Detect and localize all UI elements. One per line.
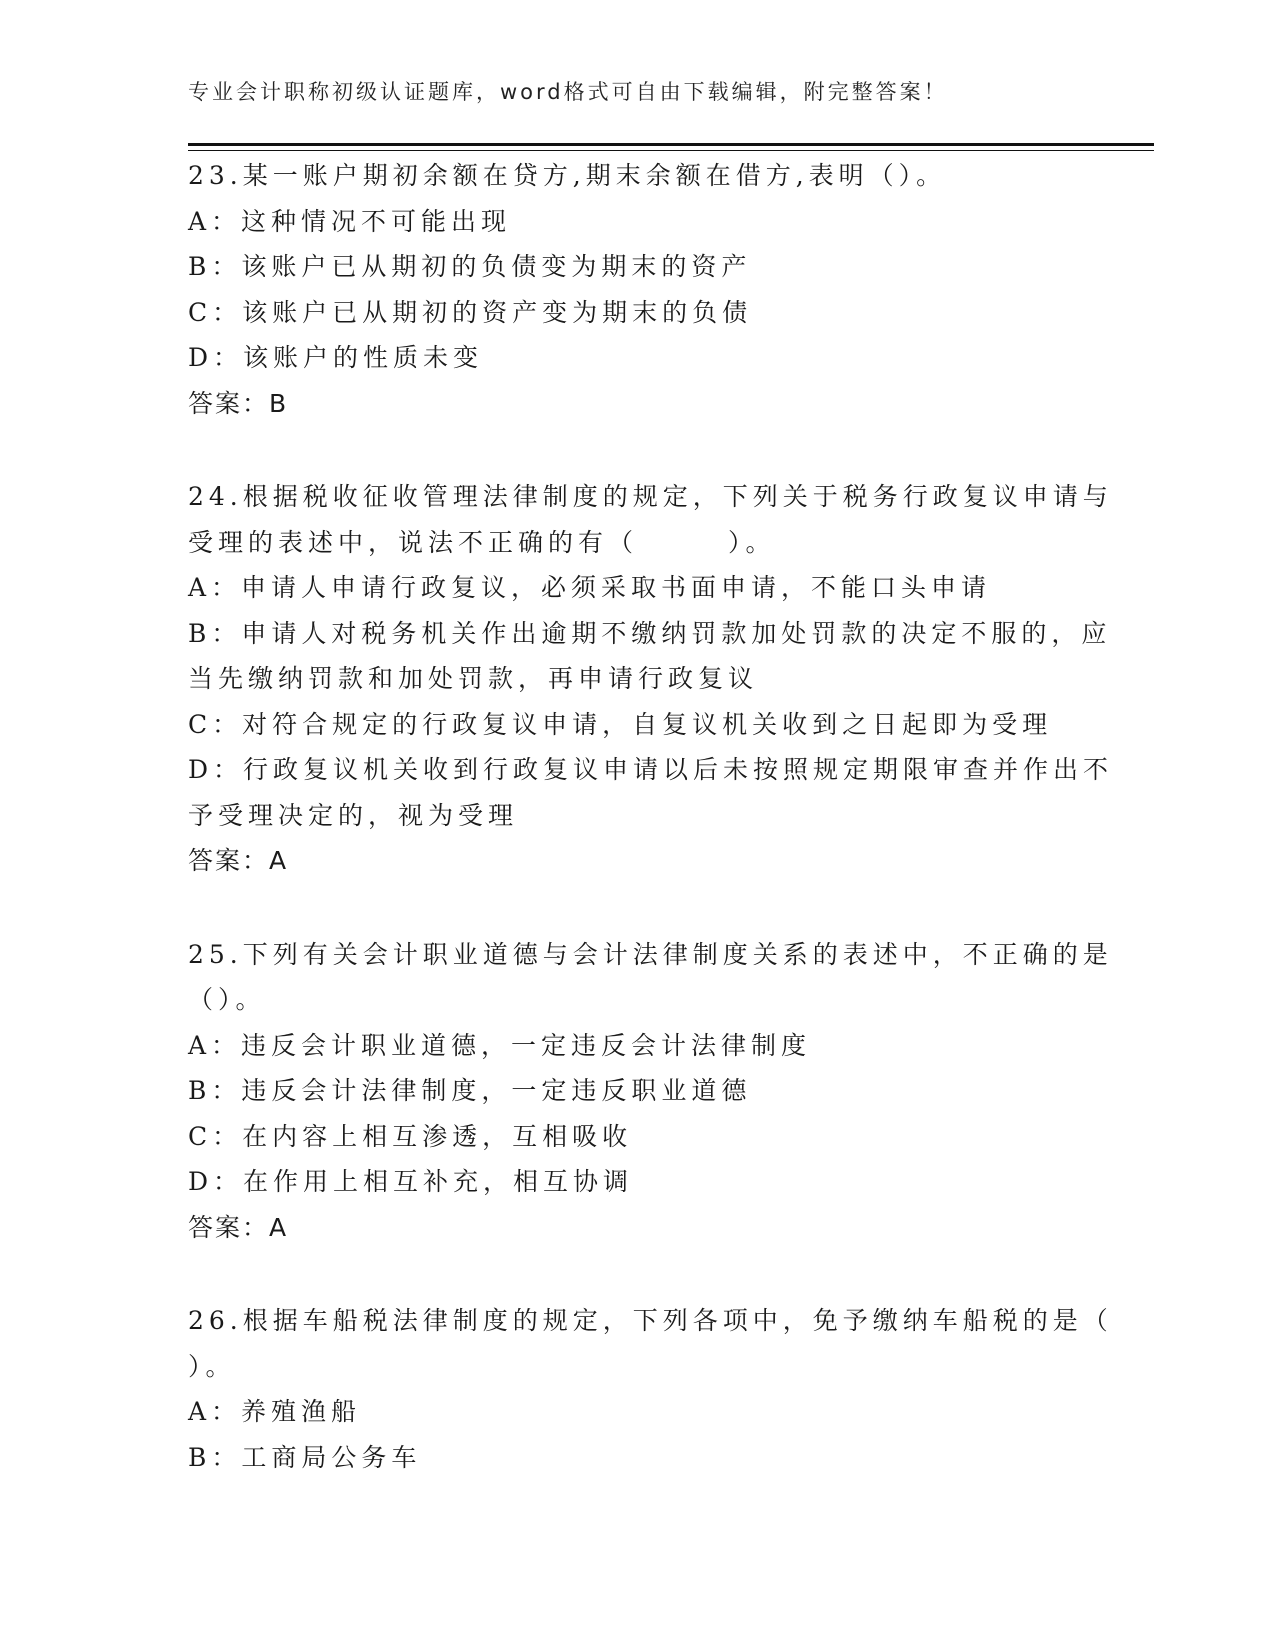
answer-line: 答案：B bbox=[188, 388, 289, 418]
option-c: C：对符合规定的行政复议申请，自复议机关收到之日起即为受理 bbox=[188, 709, 1053, 739]
question-stem-line: 受理的表述中，说法不正确的有（ ）。 bbox=[188, 527, 776, 557]
option-a: A：申请人申请行政复议，必须采取书面申请，不能口头申请 bbox=[188, 573, 992, 602]
option-d: D：该账户的性质未变 bbox=[188, 343, 484, 372]
option-b: B：违反会计法律制度，一定违反职业道德 bbox=[188, 1076, 752, 1105]
answer-line: 答案：A bbox=[188, 1212, 289, 1242]
option-d-continued: 予受理决定的，视为受理 bbox=[188, 800, 519, 830]
option-a: A：养殖渔船 bbox=[188, 1397, 362, 1426]
question-stem-line: 24.根据税收征收管理法律制度的规定，下列关于税务行政复议申请与 bbox=[188, 482, 1113, 511]
question-stem-line: ）。 bbox=[188, 1351, 236, 1381]
question-stem-line: 26.根据车船税法律制度的规定，下列各项中，免予缴纳车船税的是（ bbox=[188, 1306, 1113, 1335]
page-header: 专业会计职称初级认证题库，word格式可自由下载编辑，附完整答案！ bbox=[188, 80, 948, 104]
question-23 bbox=[188, 153, 1078, 426]
option-c: C：该账户已从期初的资产变为期末的负债 bbox=[188, 297, 753, 327]
option-d: D：在作用上相互补充，相互协调 bbox=[188, 1167, 634, 1196]
header-rule-thick bbox=[188, 143, 1154, 146]
option-a: A：这种情况不可能出现 bbox=[188, 206, 512, 236]
header-rule-thin bbox=[188, 150, 1154, 151]
question-list bbox=[188, 153, 1114, 1528]
question-stem-line: 23.某一账户期初余额在贷方,期末余额在借方,表明（）。 bbox=[188, 161, 947, 190]
question-stem-line: （）。 bbox=[188, 985, 266, 1014]
question-24 bbox=[188, 474, 1114, 884]
option-b: B：工商局公务车 bbox=[188, 1442, 422, 1472]
option-b: B：申请人对税务机关作出逾期不缴纳罚款加处罚款的决定不服的，应 bbox=[188, 618, 1112, 648]
question-25 bbox=[188, 932, 1113, 1251]
question-stem-line: 25.下列有关会计职业道德与会计法律制度关系的表述中，不正确的是 bbox=[188, 939, 1113, 969]
option-b: B：该账户已从期初的负债变为期末的资产 bbox=[188, 252, 752, 281]
option-c: C：在内容上相互渗透，互相吸收 bbox=[188, 1121, 633, 1151]
option-d: D：行政复议机关收到行政复议申请以后未按照规定期限审查并作出不 bbox=[188, 755, 1114, 784]
question-26 bbox=[188, 1298, 1113, 1480]
option-b-continued: 当先缴纳罚款和加处罚款，再申请行政复议 bbox=[188, 664, 759, 693]
option-a: A：违反会计职业道德，一定违反会计法律制度 bbox=[188, 1030, 812, 1060]
answer-line: 答案：A bbox=[188, 846, 289, 875]
